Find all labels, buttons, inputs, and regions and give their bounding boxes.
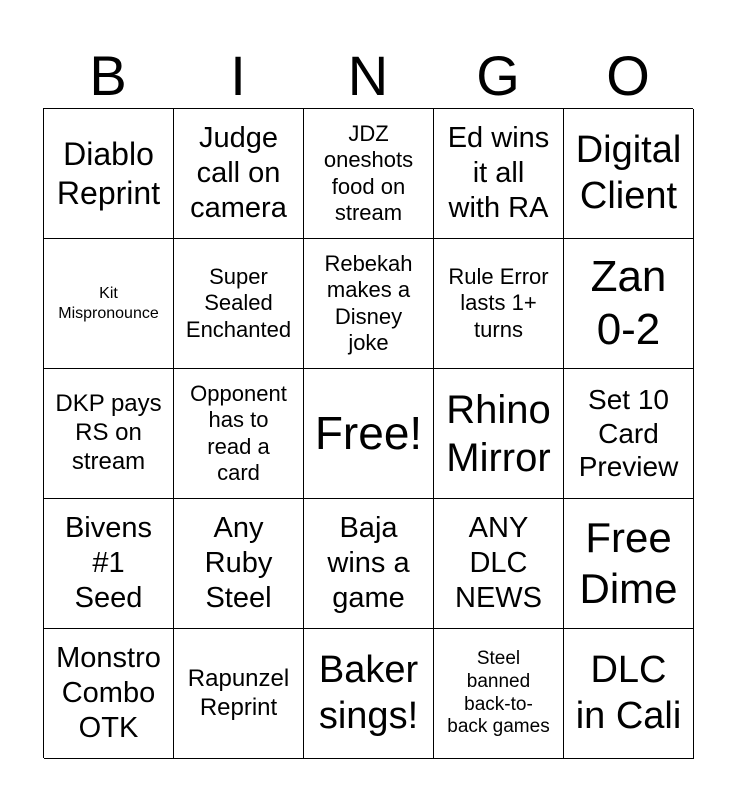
- bingo-cell-text: Steel banned back-to- back games: [447, 647, 550, 738]
- bingo-cell-o5[interactable]: [564, 629, 694, 759]
- bingo-cell-i1[interactable]: [174, 109, 304, 239]
- bingo-cell-b4[interactable]: [44, 499, 174, 629]
- bingo-board: [43, 108, 693, 758]
- bingo-cell-text: Rule Error lasts 1+ turns: [448, 263, 549, 342]
- bingo-cell-text: Baja wins a game: [327, 512, 410, 614]
- bingo-cell-text: Digital Client: [575, 128, 682, 217]
- bingo-cell-text: Any Ruby Steel: [204, 512, 273, 614]
- bingo-cell-text: Rapunzel Reprint: [187, 664, 290, 721]
- bingo-cell-text: Super Sealed Enchanted: [185, 263, 292, 342]
- bingo-cell-text: Monstro Combo OTK: [56, 642, 161, 744]
- bingo-cell-b3[interactable]: [44, 369, 174, 499]
- bingo-cell-o1[interactable]: [564, 109, 694, 239]
- bingo-cell-text: Opponent has to read a card: [190, 380, 287, 485]
- bingo-cell-text: Free!: [314, 406, 423, 459]
- header-letter-o: O: [606, 44, 650, 107]
- bingo-cell-text: Diablo Reprint: [56, 136, 161, 211]
- bingo-cell-i5[interactable]: [174, 629, 304, 759]
- bingo-cell-n5[interactable]: [304, 629, 434, 759]
- header-letter-n: N: [347, 44, 389, 107]
- bingo-cell-text: Kit Mispronounce: [58, 285, 159, 322]
- bingo-cell-o2[interactable]: [564, 239, 694, 369]
- bingo-header: [43, 44, 693, 108]
- bingo-cell-n2[interactable]: [304, 239, 434, 369]
- bingo-cell-text: Ed wins it all with RA: [447, 122, 550, 224]
- bingo-cell-b2[interactable]: [44, 239, 174, 369]
- bingo-cell-text: ANY DLC NEWS: [455, 512, 542, 614]
- bingo-cell-g3[interactable]: [434, 369, 564, 499]
- bingo-cell-n3[interactable]: [304, 369, 434, 499]
- bingo-cell-text: DKP pays RS on stream: [55, 390, 162, 475]
- bingo-cell-i2[interactable]: [174, 239, 304, 369]
- bingo-cell-g4[interactable]: [434, 499, 564, 629]
- bingo-cell-text: Bivens #1 Seed: [64, 512, 153, 614]
- bingo-cell-text: Judge call on camera: [190, 122, 287, 224]
- bingo-cell-text: Rhino Mirror: [446, 387, 551, 480]
- bingo-cell-g5[interactable]: [434, 629, 564, 759]
- bingo-cell-n4[interactable]: [304, 499, 434, 629]
- bingo-cell-g1[interactable]: [434, 109, 564, 239]
- bingo-cell-text: Rebekah makes a Disney joke: [324, 250, 413, 355]
- header-letter-i: I: [230, 44, 246, 107]
- header-letter-b: B: [89, 44, 127, 107]
- bingo-cell-g2[interactable]: [434, 239, 564, 369]
- bingo-cell-text: Free Dime: [579, 514, 678, 612]
- bingo-cell-n1[interactable]: [304, 109, 434, 239]
- header-letter-g: G: [476, 44, 520, 107]
- bingo-cell-i3[interactable]: [174, 369, 304, 499]
- bingo-cell-text: Zan 0-2: [590, 251, 667, 354]
- bingo-cell-b1[interactable]: [44, 109, 174, 239]
- bingo-cell-text: JDZ oneshots food on stream: [323, 120, 414, 225]
- bingo-cell-text: Set 10 Card Preview: [578, 384, 679, 483]
- bingo-cell-text: DLC in Cali: [575, 648, 682, 737]
- bingo-cell-o3[interactable]: [564, 369, 694, 499]
- bingo-cell-o4[interactable]: [564, 499, 694, 629]
- bingo-cell-b5[interactable]: [44, 629, 174, 759]
- bingo-cell-text: Baker sings!: [318, 648, 419, 737]
- bingo-cell-i4[interactable]: [174, 499, 304, 629]
